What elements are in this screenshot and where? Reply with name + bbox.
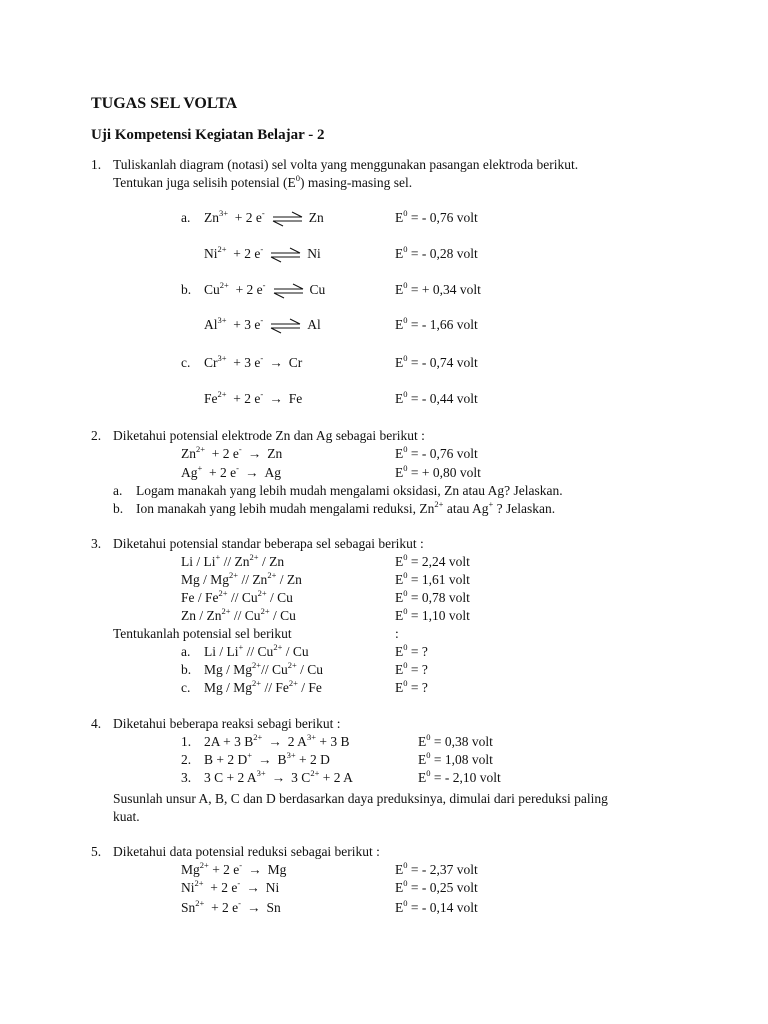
q3-answer-b: $E^0$ = ? [395,660,428,677]
q2-number: 2. [91,428,102,443]
q5-potential-mg: $E^0$ = - 2,37 volt [395,860,478,877]
arrow-icon: → [248,862,262,877]
q1-potential-fe: $E^0$ = - 0,44 volt [395,389,478,406]
q4-potential-2: $E^0 = 1,08$ volt [418,750,493,767]
q2-intro: Diketahui potensial elektrode Zn dan Ag sebagai berikut : [113,428,425,443]
q1-potential-al: $E^0$ = - 1,66 volt [395,315,478,332]
q4-reaction-2: B + 2 $D^+ \to B^{3+} + 2$ D [204,750,330,767]
q1-reaction-cu: $Cu^{2+} + 2$ e- Cu [204,281,325,300]
q5-intro: Diketahui data potensial reduksi sebagai berikut : [113,844,380,859]
q5-reaction-ni: $Ni^{2+} + 2$ e- → Ni [181,878,280,895]
q3-question-a: Li / $Li^+ // Cu^{2+}$ / Cu [204,642,309,659]
page-subtitle: Uji Kompetensi Kegiatan Belajar - 2 [91,127,325,143]
q4-reaction-1: 2A + 3 $B^{2+} \to 2$ $A^{3+} + 3$ B [204,732,350,749]
q3-cell-fe-cu: Fe / $Fe^{2+} // Cu^{2+}$ / Cu [181,588,293,605]
arrow-icon: → [247,446,262,461]
q5-number: 5. [91,844,102,859]
q2-letter-b: b. [113,501,124,516]
q3-cell-potential: $E^0 = 0,78$ volt [395,588,470,605]
q3-cell-potential: $E^0 = 2,24$ volt [395,552,470,569]
arrow-icon: → [245,465,259,480]
q2-question-b: Ion manakah yang lebih mudah mengalami reduksi, $Zn^{2+}$ atau Ag+ ? Jelaskan. [136,499,556,516]
q3-cell-zn-cu: Zn / $Zn^{2+} // Cu^{2+}$ / Cu [181,606,296,623]
q3-answer-a: $E^0$ = ? [395,642,428,659]
q3-intro: Diketahui potensial standar beberapa sel sebagai berikut : [113,536,424,551]
q1-letter-c: c. [181,355,191,370]
q5-potential-sn: $E^0$ = - 0,14 volt [395,898,478,915]
q5-reaction-mg: $Mg^{2+} + 2$ e- → Mg [181,860,287,877]
q4-reaction-number: 3. [181,770,192,785]
q2-letter-a: a. [113,483,123,498]
q2-reaction-ag: Ag+ + 2 e- → Ag [181,463,281,480]
equilibrium-arrow-icon [272,282,306,300]
q1-reaction-fe: $Fe^{2+} + 2$ e- → Fe [204,389,303,406]
q2-potential-zn: $E^0$ = - 0,76 volt [395,444,478,461]
q4-potential-3: $E^0$ = - 2,10 volt [418,768,501,785]
q3-number: 3. [91,536,102,551]
q3-cell-mg-zn: Mg / $Mg^{2+} // Zn^{2+}$ / Zn [181,570,302,587]
q5-reaction-sn: $Sn^{2+} + 2$ e- → Sn [181,898,281,915]
q4-number: 4. [91,716,102,731]
q1-reaction-ni: $Ni^{2+} + 2$ e- Ni [204,245,321,264]
q1-reaction-zn: $Zn^{3+} + 2$ e- Zn [204,209,324,228]
q3-cell-potential: $E^0 = 1,10$ volt [395,606,470,623]
q3-letter-b: b. [181,662,192,677]
arrow-icon: → [246,880,260,895]
q1-potential-cu: $E^0$ = + 0,34 volt [395,280,481,297]
arrow-icon: → [268,734,282,749]
q4-closing-line1: Susunlah unsur A, B, C dan D berdasarkan daya preduksinya, dimulai dari pereduksi paling [113,791,608,806]
q1-line1: Tuliskanlah diagram (notasi) sel volta yang menggunakan pasangan elektroda berikut. [113,157,579,172]
q3-ask-colon: : [395,626,399,641]
page-title: TUGAS SEL VOLTA [91,95,238,112]
q1-potential-cr: $E^0$ = - 0,74 volt [395,353,478,370]
q3-cell-li-zn: Li / $Li^+ // Zn^{2+}$ / Zn [181,552,285,569]
q4-reaction-number: 2. [181,752,192,767]
q1-letter-b: b. [181,282,192,297]
q3-ask: Tentukanlah potensial sel berikut [113,626,292,641]
q3-letter-c: c. [181,680,191,695]
q1-reaction-al: $Al^{3+} + 3$ e- Al [204,316,321,335]
q4-reaction-3: 3 C + 2 $A^{3+} \to 3$ $C^{2+} + 2$ A [204,768,353,785]
q1-reaction-cr: $Cr^{3+} + 3$ e- → Cr [204,353,303,370]
q2-question-a: Logam manakah yang lebih mudah mengalami oksidasi, Zn atau Ag? Jelaskan. [136,483,563,498]
q4-closing-line2: kuat. [113,809,140,824]
equilibrium-arrow-icon [271,210,305,228]
q1-potential-ni: $E^0$ = - 0,28 volt [395,244,478,261]
equilibrium-arrow-icon [269,246,303,264]
q2-reaction-zn: $Zn^{2+} + 2$ e- → Zn [181,444,283,461]
arrow-icon: → [258,752,272,767]
q4-potential-1: $E^0 = 0,38$ volt [418,732,493,749]
arrow-icon: → [247,900,261,915]
q1-number: 1. [91,157,102,172]
q3-cell-potential: $E^0 = 1,61$ volt [395,570,470,587]
q3-answer-c: $E^0$ = ? [395,678,428,695]
q1-letter-a: a. [181,210,191,225]
q1-line2: Tentukan juga selisih potensial $(E^0)$ masing-masing sel. [113,173,413,190]
arrow-icon: → [271,770,286,785]
q3-question-b: Mg / $Mg^{2+}//$ $Cu^{2+}$ / Cu [204,660,324,677]
arrow-icon: → [269,391,283,406]
q1-potential-zn: $E^0$ = - 0,76 volt [395,208,478,225]
equilibrium-arrow-icon [269,317,303,335]
arrow-icon: → [269,355,283,370]
q5-potential-ni: $E^0$ = - 0,25 volt [395,878,478,895]
q4-intro: Diketahui beberapa reaksi sebagi berikut : [113,716,341,731]
q3-question-c: Mg / $Mg^{2+} // Fe^{2+}$ / Fe [204,678,322,695]
q3-letter-a: a. [181,644,191,659]
q4-reaction-number: 1. [181,734,192,749]
q2-potential-ag: $E^0$ = + 0,80 volt [395,463,481,480]
